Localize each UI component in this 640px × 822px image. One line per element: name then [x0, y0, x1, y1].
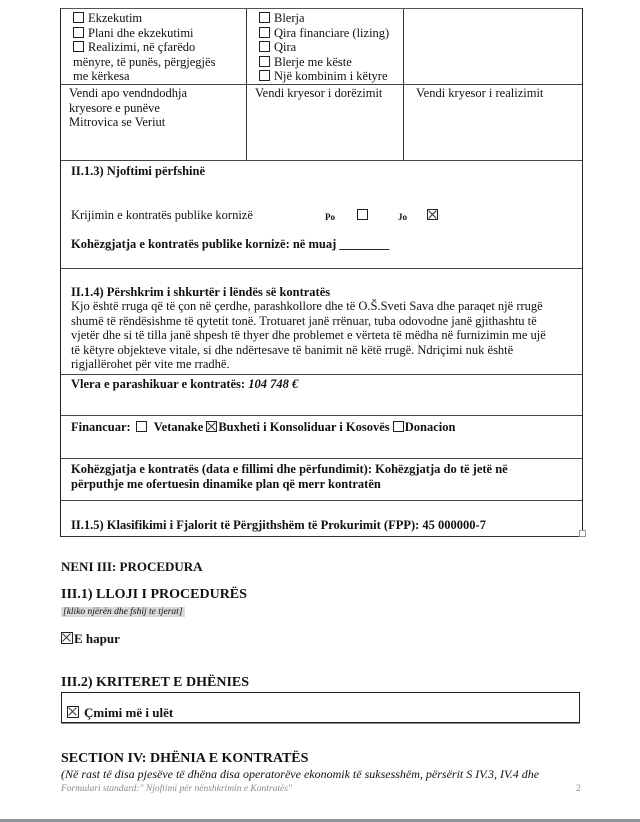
procedure-open-checkbox[interactable] — [61, 632, 73, 644]
section-iv-note: (Në rast të disa pjesëve të dhëna disa operatorëve ekonomik të suksesshëm, përsërit S IV.3, IV.4 dhe — [61, 767, 540, 781]
duration-row — [61, 459, 582, 501]
cpv-classification: II.1.5) Klasifikimi i Fjalorit të Përgjithshëm të Prokurimit (FPP): 45 000000-7 — [71, 518, 486, 532]
estimated-value — [71, 377, 298, 392]
contract-duration: Kohëzgjatja e kontratës (data e fillimi dhe përfundimit): Kohëzgjatja do të jetë në përputhje me ofertuesin dinamike plan që merr kontratën — [71, 462, 508, 491]
option-blerja[interactable]: Blerja — [259, 11, 397, 26]
works-options-cell — [61, 9, 246, 84]
checkbox-icon[interactable] — [73, 12, 84, 23]
financing-vetanake-label: Vetanake — [153, 420, 204, 434]
section-ii13-row — [61, 161, 582, 269]
location-realization-cell: Vendi kryesor i realizimit — [416, 86, 544, 100]
estimated-value-amount: 104 748 € — [248, 377, 299, 391]
framework-no-label: Jo — [398, 212, 407, 222]
location-row — [61, 85, 582, 161]
checkbox-icon[interactable] — [259, 27, 270, 38]
financing-donacion-label: Donacion — [404, 420, 456, 434]
footer-page-number: 2 — [576, 784, 581, 794]
option-realizimi-continued: mënyre, të punës, përgjegjës — [73, 54, 216, 69]
option-qira[interactable]: Qira — [259, 40, 397, 55]
estimated-value-label: Vlera e parashikuar e kontratës: — [71, 377, 246, 391]
checkbox-icon[interactable] — [259, 12, 270, 23]
option-ekzekutim[interactable]: Ekzekutim — [73, 11, 240, 26]
footer-form-name: Formulari standard:" Njoftimi për nënshkrimin e Kontratës" — [61, 784, 292, 794]
section-ii14-row — [61, 269, 582, 375]
checkbox-icon[interactable] — [73, 41, 84, 52]
option-blerje-me-keste[interactable]: Blerje me këste — [259, 55, 397, 70]
value-row — [61, 375, 582, 416]
framework-duration: Kohëzgjatja e kontratës publike kornizë: në muaj ________ — [71, 237, 390, 251]
contract-table — [60, 8, 583, 537]
checkbox-icon[interactable] — [259, 41, 270, 52]
contract-description: Kjo është rruga që të çon në çerdhe, parashkollore dhe të O.Š.Sveti Sava dhe paraqet një rrugë shumë të rëndësishme të qytetit tonë. Trotuaret janë rrënuar, tuba odovodne janë gjithashtu të vjetër dhe si të tilla janë shpesh të thyer dhe problemet e vërteta të mëdha në furnizimin me ujë të këtyre objekteve vitale, si dhe ndërtesave të banimit në këtë rrugë. Ndriçimi nuk është rigjallërohet për vite me rradhë. — [71, 299, 546, 372]
framework-label: Krijimin e kontratës publike kornizë — [71, 208, 253, 222]
option-realizimi-continued: me kërkesa — [73, 69, 130, 83]
section-ii14-title: II.1.4) Përshkrim i shkurtër i lëndës së kontratës — [71, 285, 331, 299]
framework-yes-checkbox[interactable] — [357, 209, 368, 220]
procedure-hint: [kliko njërën dhe fshij te tjerat] — [63, 607, 183, 617]
financing-buxheti-label: Buxheti i Konsoliduar i Kosovës — [218, 420, 390, 434]
checkbox-icon[interactable] — [259, 70, 270, 81]
award-criteria-box — [61, 692, 580, 723]
procedure-type-title: III.1) LLOJI I PROCEDURËS — [61, 587, 247, 602]
location-delivery-cell: Vendi kryesor i dorëzimit — [255, 86, 383, 100]
financing-row — [61, 416, 582, 459]
option-realizimi[interactable]: Realizimi, në çfarëdo — [73, 40, 240, 55]
award-criteria-title: III.2) KRITERET E DHËNIES — [61, 675, 250, 690]
option-plani-ekzekutimi[interactable]: Plani dhe ekzekutimi — [73, 26, 240, 41]
financing-vetanake-checkbox[interactable] — [136, 421, 147, 432]
supplies-options-cell — [247, 9, 403, 84]
section-iii-title: NENI III: PROCEDURA — [61, 559, 203, 574]
cpv-row — [61, 501, 582, 537]
table-resize-handle[interactable] — [579, 530, 586, 537]
contract-type-row — [61, 9, 582, 85]
framework-no-checkbox[interactable] — [427, 209, 438, 220]
location-works-cell: Vendi apo vendndodhja kryesore e punëve Mitrovica se Veriut — [69, 86, 188, 129]
section-iv-title: SECTION IV: DHËNIA E KONTRATËS — [61, 751, 309, 766]
checkbox-icon[interactable] — [73, 27, 84, 38]
procedure-option-open[interactable]: E hapur — [61, 631, 120, 647]
option-kombinim[interactable]: Një kombinim i këtyre — [259, 69, 397, 84]
option-qira-financiare[interactable]: Qira financiare (lizing) — [259, 26, 397, 41]
financing-donacion-checkbox[interactable] — [393, 421, 404, 432]
services-options-cell — [404, 9, 582, 84]
criteria-lowest-price-checkbox[interactable] — [67, 706, 79, 718]
financing-buxheti-checkbox[interactable] — [206, 421, 217, 432]
checkbox-icon[interactable] — [259, 56, 270, 67]
financing — [71, 420, 455, 435]
framework-yes-label: Po — [325, 212, 335, 222]
criteria-lowest-price[interactable]: Çmimi më i ulët — [67, 705, 173, 721]
financing-label: Financuar: — [71, 420, 131, 434]
section-ii13-title: II.1.3) Njoftimi përfshinë — [71, 164, 206, 178]
